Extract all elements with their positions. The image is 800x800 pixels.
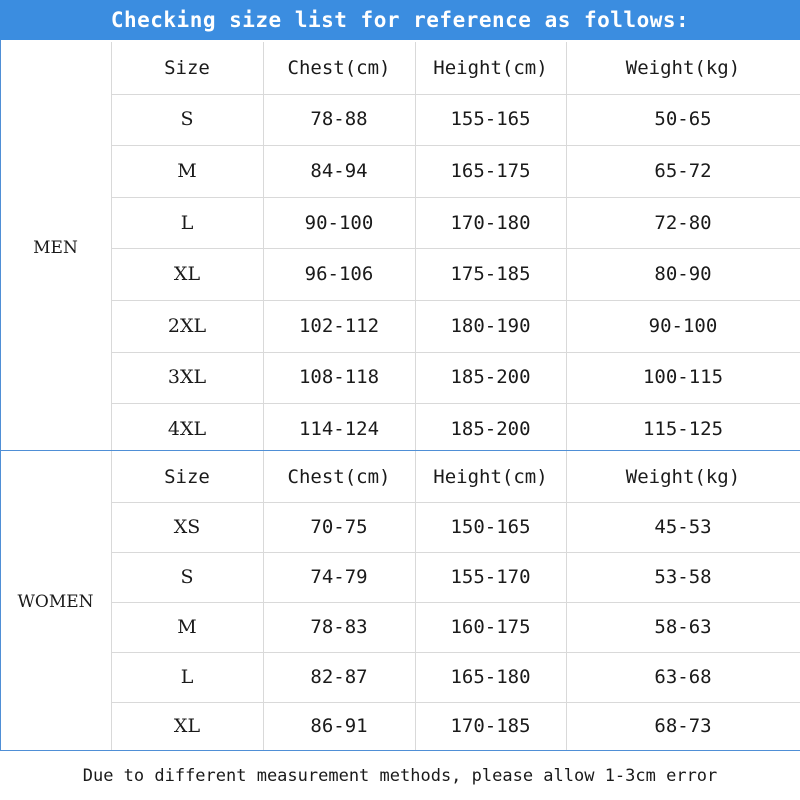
table-cell: 100-115	[642, 366, 724, 389]
table-cell: S	[180, 565, 194, 588]
table-cell: 84-94	[310, 159, 368, 182]
table-cell: 114-124	[298, 417, 380, 440]
men-header-row	[0, 42, 800, 94]
header-cell: Height(cm)	[433, 465, 548, 488]
table-cell: 155-170	[450, 565, 531, 588]
table-cell: 86-91	[310, 715, 368, 738]
men-table-row	[0, 300, 800, 352]
women-table-row	[0, 552, 800, 602]
women-table-row	[0, 702, 800, 752]
table-cell: 3XL	[167, 366, 207, 389]
women-table-row	[0, 602, 800, 652]
table-cell: 170-185	[450, 715, 531, 738]
table-cell: 2XL	[167, 314, 207, 337]
women-table-row	[0, 502, 800, 552]
table-cell: 165-175	[450, 159, 531, 182]
table-cell: M	[177, 615, 197, 638]
header-cell: Chest(cm)	[287, 56, 391, 79]
table-cell: 90-100	[648, 314, 718, 337]
men-table-row	[0, 197, 800, 249]
table-cell: 82-87	[310, 665, 368, 688]
table-cell: XS	[173, 515, 201, 538]
left-border	[0, 40, 1, 750]
table-cell: 63-68	[654, 665, 712, 688]
table-cell: 45-53	[654, 515, 712, 538]
men-table-row	[0, 352, 800, 404]
table-cell: XL	[173, 263, 201, 286]
table-cell: 108-118	[298, 366, 380, 389]
table-cell: 102-112	[298, 314, 380, 337]
men-table-row	[0, 248, 800, 300]
men-group-label: MEN	[33, 238, 78, 259]
table-cell: 53-58	[654, 565, 712, 588]
table-cell: 78-83	[310, 615, 368, 638]
header-cell: Size	[164, 465, 210, 488]
footer-note: Due to different measurement methods, please allow 1-3cm error	[82, 766, 718, 786]
header-cell: Size	[164, 56, 210, 79]
table-cell: 115-125	[642, 417, 724, 440]
header-cell: Weight(kg)	[625, 56, 741, 79]
table-cell: 70-75	[310, 515, 368, 538]
table-cell: 4XL	[167, 417, 207, 440]
table-cell: 160-175	[450, 615, 531, 638]
table-cell: 90-100	[304, 211, 374, 234]
table-cell: 150-165	[450, 515, 531, 538]
table-cell: 50-65	[654, 108, 712, 131]
table-cell: 72-80	[654, 211, 712, 234]
section-divider	[0, 450, 800, 451]
table-cell: 155-165	[450, 108, 531, 131]
women-table-row	[0, 652, 800, 702]
table-cell: 80-90	[654, 263, 712, 286]
page-title: Checking size list for reference as follows:	[0, 0, 800, 40]
table-cell: S	[180, 108, 194, 131]
table-cell: 96-106	[304, 263, 374, 286]
table-cell: 74-79	[310, 565, 368, 588]
header-cell: Weight(kg)	[625, 465, 741, 488]
table-cell: L	[180, 211, 194, 234]
men-table-row	[0, 94, 800, 146]
footer-divider	[0, 750, 800, 751]
table-cell: XL	[173, 715, 201, 738]
men-table-row	[0, 403, 800, 455]
women-group-label: WOMEN	[17, 591, 94, 612]
header-cell: Chest(cm)	[287, 465, 391, 488]
table-cell: 68-73	[654, 715, 712, 738]
table-cell: 180-190	[450, 314, 531, 337]
women-header-row	[0, 452, 800, 502]
table-cell: 65-72	[654, 159, 712, 182]
table-cell: 165-180	[450, 665, 531, 688]
men-table-row	[0, 145, 800, 197]
table-cell: M	[177, 159, 197, 182]
table-cell: 185-200	[450, 366, 531, 389]
table-cell: 170-180	[450, 211, 531, 234]
table-cell: 185-200	[450, 417, 531, 440]
table-cell: 78-88	[310, 108, 368, 131]
table-cell: L	[180, 665, 194, 688]
table-cell: 175-185	[450, 263, 531, 286]
table-cell: 58-63	[654, 615, 712, 638]
header-cell: Height(cm)	[433, 56, 548, 79]
